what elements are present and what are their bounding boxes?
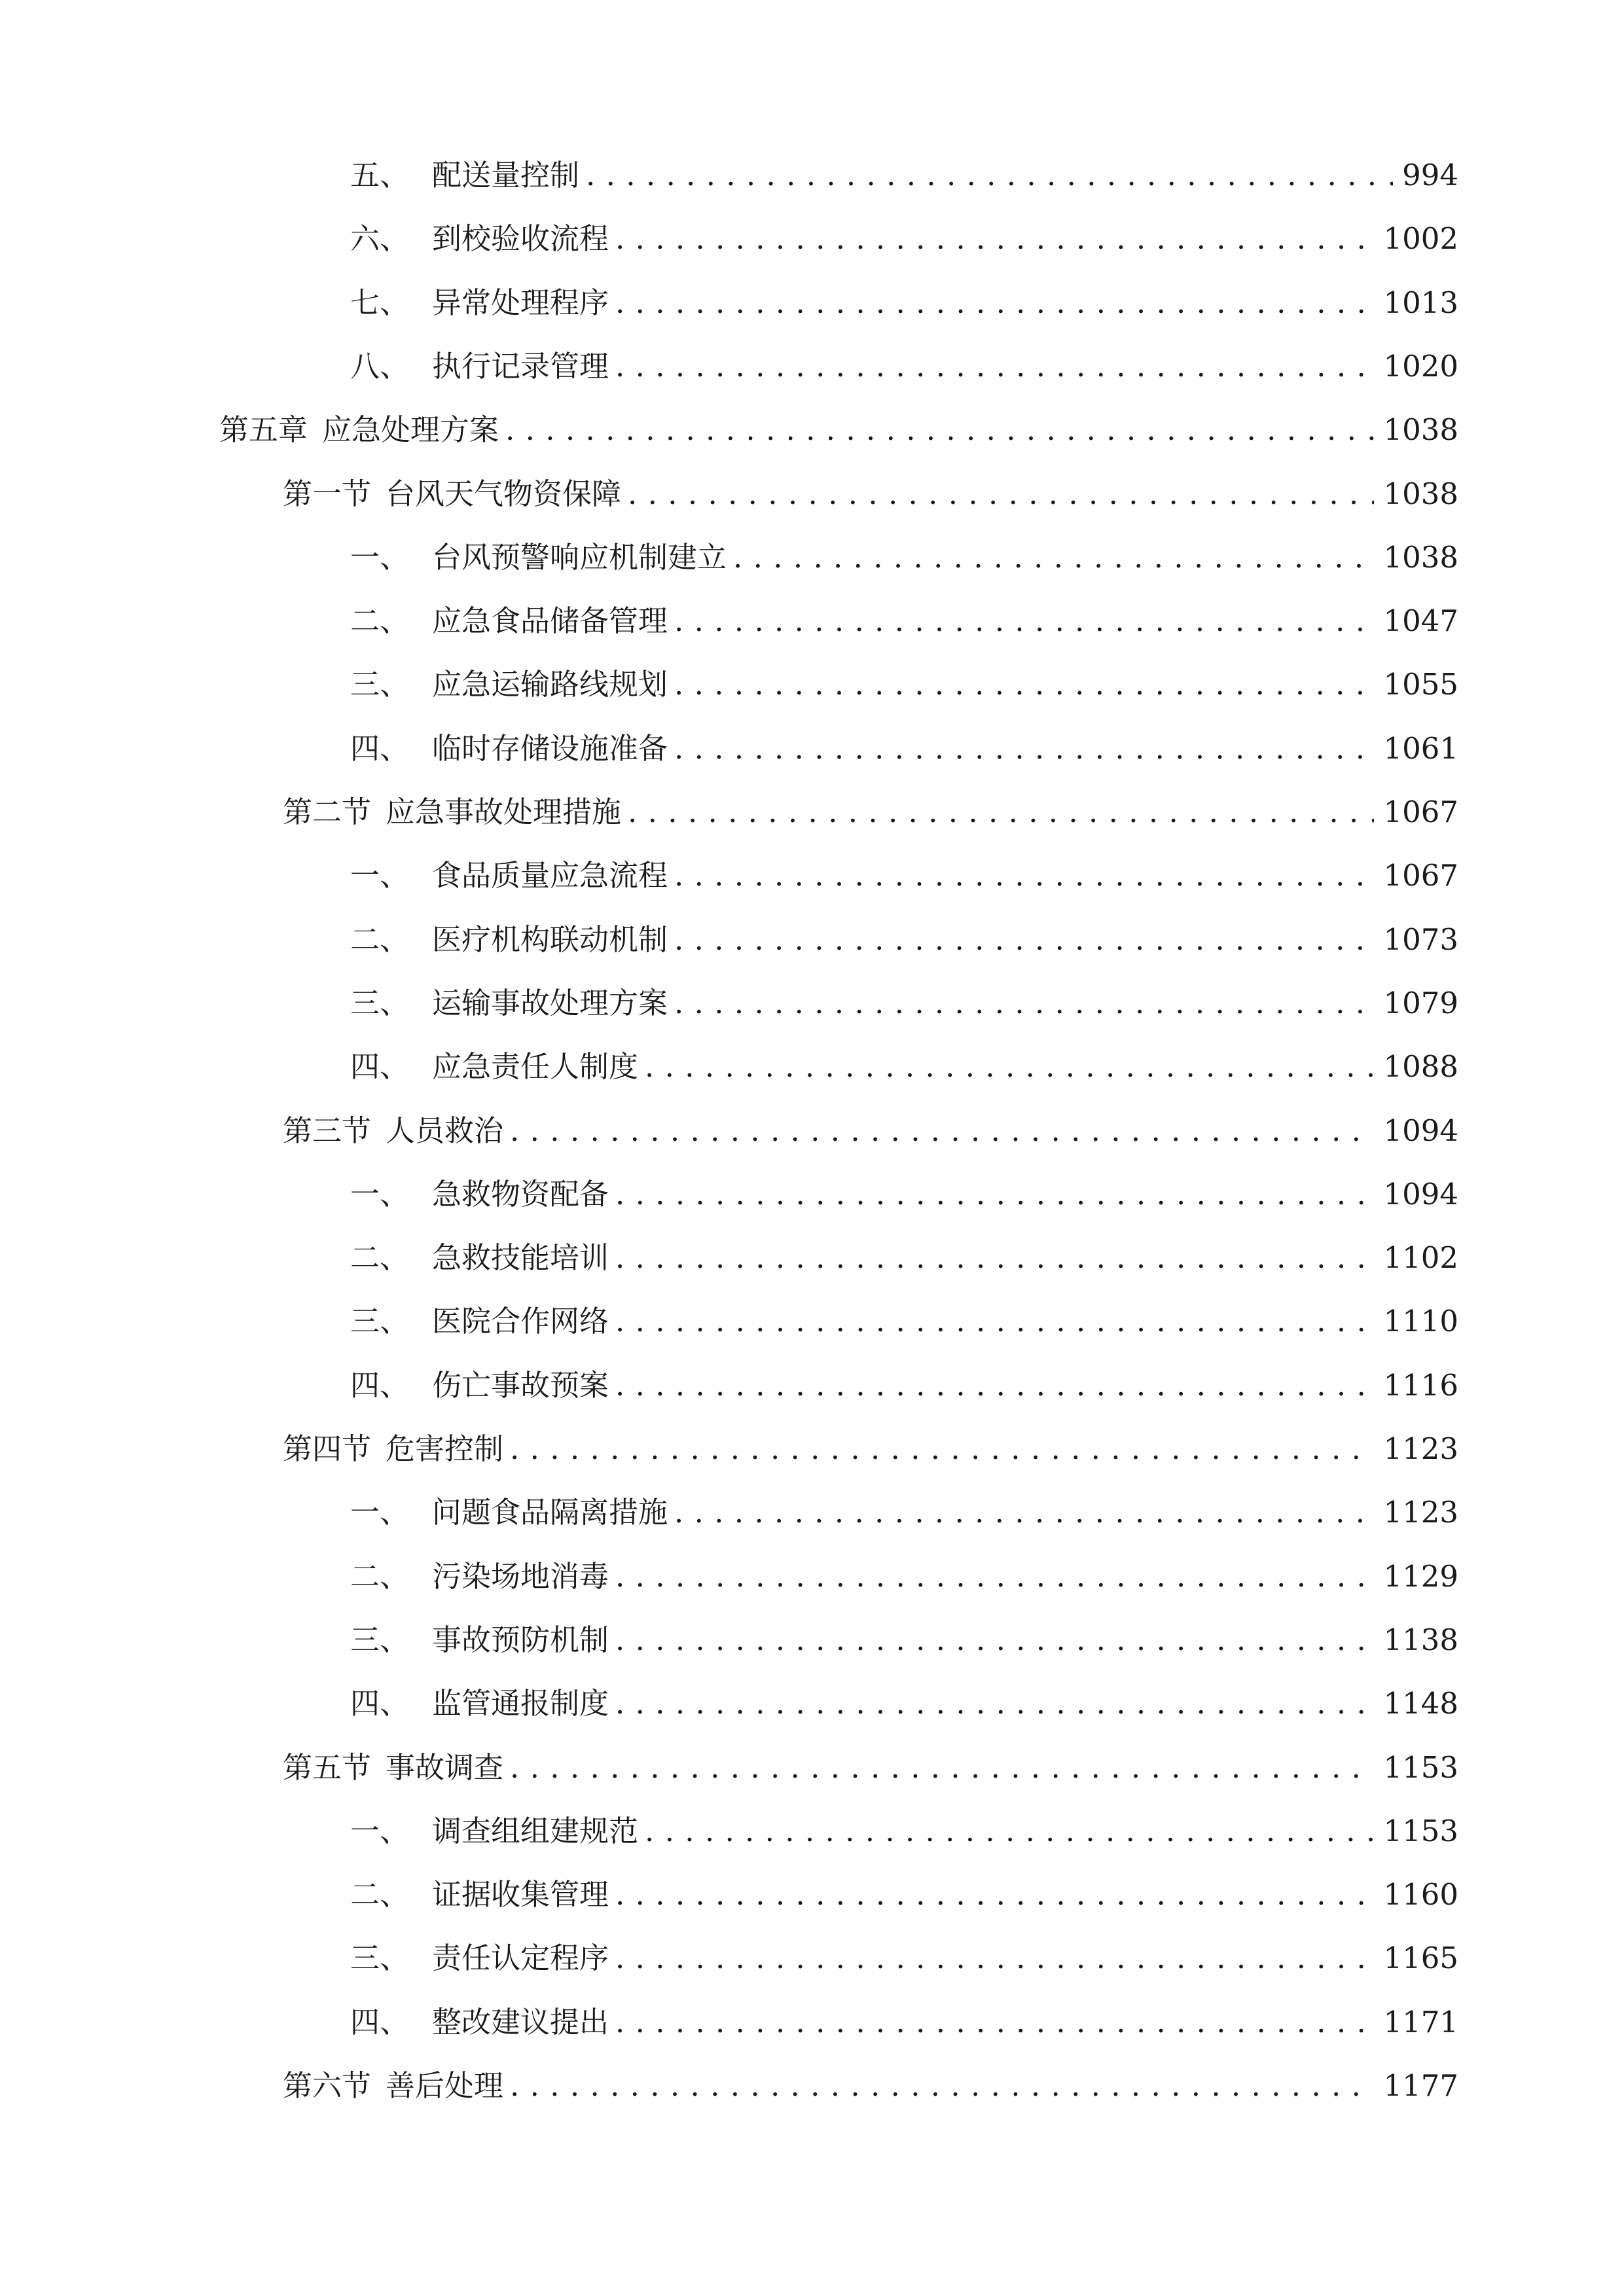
- toc-entry-number: 五、: [350, 158, 410, 192]
- toc-entry-title: 善后处理: [386, 2068, 504, 2103]
- toc-entry-number: 四、: [350, 1686, 410, 1721]
- toc-entry-title: 台风预警响应机制建立: [432, 540, 727, 575]
- toc-entry-item[interactable]: [350, 1551, 1458, 1603]
- toc-entry-item[interactable]: [350, 149, 1458, 202]
- dot-leader: [615, 1168, 1374, 1221]
- toc-entry-item[interactable]: [350, 1932, 1458, 1984]
- toc-entry-page-number: 1055: [1383, 667, 1458, 702]
- toc-entry-title: 执行记录管理: [432, 349, 609, 384]
- toc-entry-page-number: 1013: [1383, 285, 1458, 320]
- toc-entry-section[interactable]: [283, 1742, 1458, 1794]
- toc-entry-number: 四、: [350, 1368, 410, 1403]
- toc-entry-number: 三、: [350, 986, 410, 1020]
- toc-entry-page-number: 1171: [1383, 2005, 1458, 2039]
- toc-entry-title: 危害控制: [386, 1431, 504, 1466]
- toc-entry-item[interactable]: [350, 1359, 1458, 1412]
- toc-entry-page-number: 1073: [1383, 922, 1458, 957]
- toc-entry-item[interactable]: [350, 850, 1458, 902]
- toc-entry-title: 整改建议提出: [432, 2005, 609, 2039]
- toc-entry-section[interactable]: [283, 1105, 1458, 1157]
- toc-entry-title: 污染场地消毒: [432, 1559, 609, 1594]
- dot-leader: [674, 1486, 1374, 1539]
- toc-entry-page-number: 1038: [1383, 540, 1458, 575]
- toc-entry-title: 伤亡事故预案: [432, 1368, 609, 1403]
- toc-entry-title: 台风天气物资保障: [386, 476, 622, 511]
- toc-entry-item[interactable]: [350, 1041, 1458, 1093]
- toc-entry-title: 责任认定程序: [432, 1941, 609, 1975]
- toc-entry-item[interactable]: [350, 723, 1458, 775]
- toc-entry-page-number: 1094: [1383, 1177, 1458, 1211]
- dot-leader: [645, 1041, 1374, 1093]
- toc-entry-page-number: 1153: [1383, 1750, 1458, 1785]
- dot-leader: [510, 1105, 1374, 1157]
- toc-entry-item[interactable]: [350, 977, 1458, 1030]
- dot-leader: [615, 1677, 1374, 1730]
- toc-entry-item[interactable]: [350, 1677, 1458, 1730]
- toc-entry-title: 应急运输路线规划: [432, 667, 668, 702]
- toc-entry-item[interactable]: [350, 1168, 1458, 1221]
- toc-entry-section[interactable]: [283, 2060, 1458, 2112]
- toc-entry-title: 配送量控制: [432, 158, 580, 192]
- toc-entry-item[interactable]: [350, 1805, 1458, 1857]
- toc-entry-item[interactable]: [350, 658, 1458, 711]
- toc-entry-number: 四、: [350, 2005, 410, 2039]
- dot-leader: [615, 1359, 1374, 1412]
- toc-entry-number: 第五节: [283, 1750, 372, 1785]
- dot-leader: [615, 1996, 1374, 2049]
- toc-entry-title: 应急食品储备管理: [432, 603, 668, 638]
- toc-entry-item[interactable]: [350, 1295, 1458, 1348]
- toc-entry-number: 第三节: [283, 1113, 372, 1148]
- toc-entry-number: 第五章: [219, 412, 308, 447]
- toc-entry-page-number: 1177: [1383, 2068, 1458, 2103]
- toc-entry-title: 监管通报制度: [432, 1686, 609, 1721]
- dot-leader: [628, 468, 1374, 520]
- toc-entry-number: 二、: [350, 1240, 410, 1275]
- toc-entry-item[interactable]: [350, 531, 1458, 584]
- toc-entry-title: 应急处理方案: [322, 412, 499, 447]
- toc-entry-number: 八、: [350, 349, 410, 384]
- toc-entry-number: 第六节: [283, 2068, 372, 2103]
- toc-entry-number: 六、: [350, 221, 410, 256]
- toc-entry-number: 一、: [350, 540, 410, 575]
- toc-entry-page-number: 1129: [1383, 1559, 1458, 1594]
- toc-entry-page-number: 1067: [1383, 858, 1458, 893]
- toc-entry-number: 三、: [350, 667, 410, 702]
- toc-entry-page-number: 1123: [1383, 1495, 1458, 1530]
- toc-entry-number: 七、: [350, 285, 410, 320]
- dot-leader: [615, 1232, 1374, 1284]
- dot-leader: [628, 786, 1374, 838]
- dot-leader: [510, 1742, 1374, 1794]
- dot-leader: [505, 404, 1374, 456]
- toc-entry-page-number: 1079: [1383, 986, 1458, 1020]
- toc-entry-page-number: 1002: [1383, 221, 1458, 256]
- dot-leader: [510, 2060, 1374, 2112]
- toc-entry-page-number: 1038: [1383, 476, 1458, 511]
- toc-entry-page-number: 1160: [1383, 1877, 1458, 1912]
- toc-entry-page-number: 1061: [1383, 731, 1458, 766]
- toc-entry-page-number: 1067: [1383, 795, 1458, 829]
- toc-entry-section[interactable]: [283, 1423, 1458, 1475]
- toc-entry-page-number: 1038: [1383, 412, 1458, 447]
- dot-leader: [615, 277, 1374, 329]
- toc-entry-number: 四、: [350, 731, 410, 766]
- toc-entry-item[interactable]: [350, 1614, 1458, 1666]
- toc-entry-item[interactable]: [350, 914, 1458, 966]
- toc-entry-number: 一、: [350, 858, 410, 893]
- toc-entry-number: 第一节: [283, 476, 372, 511]
- toc-entry-number: 二、: [350, 922, 410, 957]
- dot-leader: [733, 531, 1374, 584]
- toc-entry-title: 调查组组建规范: [432, 1814, 639, 1848]
- dot-leader: [586, 149, 1393, 202]
- dot-leader: [674, 914, 1374, 966]
- toc-entry-title: 人员救治: [386, 1113, 504, 1148]
- toc-entry-section[interactable]: [283, 786, 1458, 838]
- toc-entry-number: 三、: [350, 1304, 410, 1338]
- toc-entry-number: 一、: [350, 1177, 410, 1211]
- toc-entry-number: 第二节: [283, 795, 372, 829]
- dot-leader: [674, 977, 1374, 1030]
- dot-leader: [615, 340, 1374, 393]
- toc-entry-number: 二、: [350, 1559, 410, 1594]
- toc-entry-item[interactable]: [350, 1232, 1458, 1284]
- dot-leader: [674, 723, 1374, 775]
- toc-entry-page-number: 1138: [1383, 1623, 1458, 1657]
- toc-entry-title: 事故预防机制: [432, 1623, 609, 1657]
- dot-leader: [674, 595, 1374, 647]
- toc-entry-number: 一、: [350, 1814, 410, 1848]
- toc-entry-page-number: 1102: [1383, 1240, 1458, 1275]
- toc-entry-page-number: 1165: [1383, 1941, 1458, 1975]
- toc-entry-title: 急救物资配备: [432, 1177, 609, 1211]
- dot-leader: [615, 1869, 1374, 1921]
- dot-leader: [510, 1423, 1374, 1475]
- toc-entry-title: 急救技能培训: [432, 1240, 609, 1275]
- toc-entry-number: 第四节: [283, 1431, 372, 1466]
- toc-entry-page-number: 1153: [1383, 1814, 1458, 1848]
- toc-entry-item[interactable]: [350, 1996, 1458, 2049]
- toc-entry-title: 事故调查: [386, 1750, 504, 1785]
- toc-entry-item[interactable]: [350, 595, 1458, 647]
- toc-entry-chapter[interactable]: [219, 404, 1458, 456]
- dot-leader: [615, 1295, 1374, 1348]
- toc-entry-page-number: 1020: [1383, 349, 1458, 384]
- toc-entry-title: 证据收集管理: [432, 1877, 609, 1912]
- toc-entry-title: 运输事故处理方案: [432, 986, 668, 1020]
- toc-entry-title: 临时存储设施准备: [432, 731, 668, 766]
- dot-leader: [615, 1614, 1374, 1666]
- toc-entry-item[interactable]: [350, 1486, 1458, 1539]
- toc-entry-title: 食品质量应急流程: [432, 858, 668, 893]
- toc-entry-number: 三、: [350, 1941, 410, 1975]
- dot-leader: [674, 658, 1374, 711]
- toc-entry-title: 医院合作网络: [432, 1304, 609, 1338]
- toc-entry-number: 二、: [350, 603, 410, 638]
- toc-entry-number: 三、: [350, 1623, 410, 1657]
- toc-entry-item[interactable]: [350, 1869, 1458, 1921]
- toc-entry-number: 一、: [350, 1495, 410, 1530]
- toc-entry-title: 医疗机构联动机制: [432, 922, 668, 957]
- toc-entry-section[interactable]: [283, 468, 1458, 520]
- toc-entry-title: 异常处理程序: [432, 285, 609, 320]
- toc-entry-title: 到校验收流程: [432, 221, 609, 256]
- toc-entry-title: 应急责任人制度: [432, 1049, 639, 1084]
- dot-leader: [674, 850, 1374, 902]
- toc-entry-number: 四、: [350, 1049, 410, 1084]
- toc-entry-page-number: 1116: [1383, 1368, 1458, 1403]
- dot-leader: [645, 1805, 1374, 1857]
- toc-entry-page-number: 1088: [1383, 1049, 1458, 1084]
- dot-leader: [615, 1551, 1374, 1603]
- toc-entry-number: 二、: [350, 1877, 410, 1912]
- toc-entry-page-number: 994: [1402, 158, 1458, 192]
- toc-entry-item[interactable]: [350, 340, 1458, 393]
- toc-entry-page-number: 1110: [1383, 1304, 1458, 1338]
- toc-entry-title: 应急事故处理措施: [386, 795, 622, 829]
- toc-entry-title: 问题食品隔离措施: [432, 1495, 668, 1530]
- toc-entry-page-number: 1047: [1383, 603, 1458, 638]
- toc-entry-page-number: 1123: [1383, 1431, 1458, 1466]
- dot-leader: [615, 1932, 1374, 1984]
- toc-entry-page-number: 1148: [1383, 1686, 1458, 1721]
- toc-entry-item[interactable]: [350, 213, 1458, 265]
- toc-entry-item[interactable]: [350, 277, 1458, 329]
- dot-leader: [615, 213, 1374, 265]
- toc-entry-page-number: 1094: [1383, 1113, 1458, 1148]
